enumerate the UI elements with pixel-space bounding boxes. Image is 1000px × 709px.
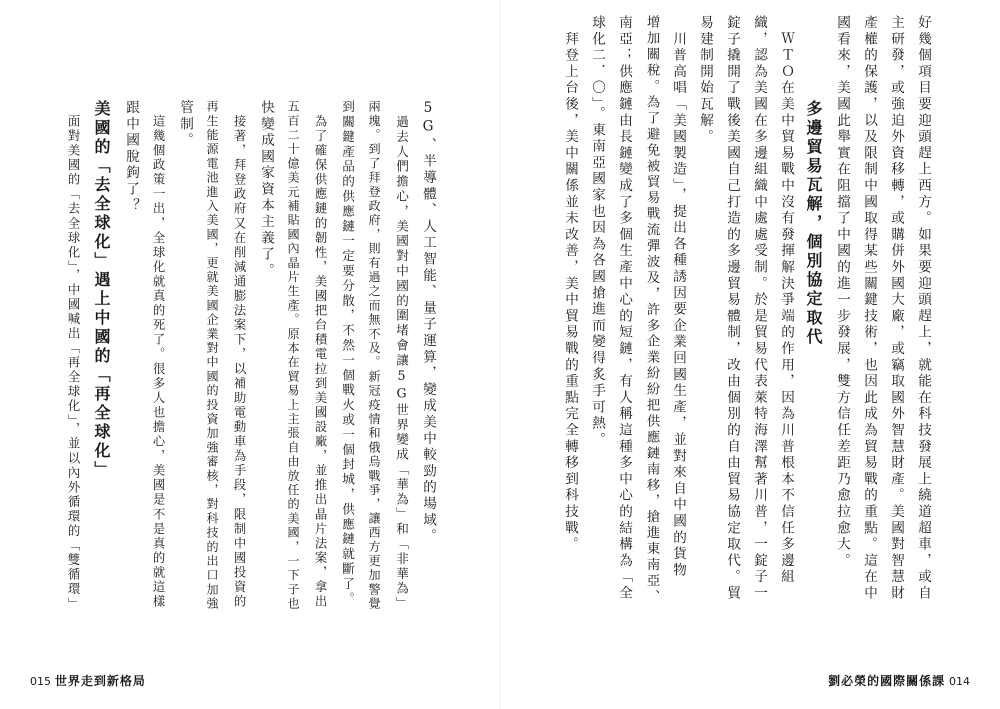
text-column: 球化二．〇」。東南亞國家也因為各國搶進而變得炙手可熱。 <box>589 15 605 449</box>
text-column: 織，認為美國在多邊組織中處處受制。於是貿易代表萊特海澤幫著川普，一錠子一 <box>751 15 767 602</box>
text-column: ＷＴＯ在美中貿易戰中沒有發揮解決爭端的作用，因為川普根本不信任多邊組 <box>778 15 794 586</box>
text-column: 川普高唱「美國製造」，提出各種誘因要企業回國生產，並對來自中國的貨物 <box>670 15 686 579</box>
text-column: 兩塊。到了拜登政府，則有過之而無不及。新冠疫情和俄烏戰爭，讓西方更加警覺 <box>367 100 381 612</box>
book-title: 世界走到新格局 <box>54 674 146 688</box>
book-title: 劉必榮的國際關係課 <box>828 674 946 688</box>
text-column: 好幾個項目要迎頭趕上西方。如果要迎頭趕上，就能在科技發展上繞道超車，或自 <box>915 15 931 602</box>
text-column: 管制。 <box>177 100 193 149</box>
text-column: 面對美國的「去全球化」，中國喊出「再全球化」，並以內外循環的「雙循環」 <box>66 100 80 612</box>
page-footer <box>828 672 970 689</box>
text-column: 錠子撬開了戰後美國自己打造的多邊貿易體制，改由個別的自由貿易協定取代。貿 <box>724 15 740 602</box>
text-column: 產權的保護，以及限制中國取得某些關鍵技術，也因此成為貿易戰的重點。這在中 <box>861 15 877 602</box>
text-column: 五百二十億美元補貼國內晶片生產。原本在貿易上主張自由放任的美國，一下子也 <box>286 100 300 612</box>
section-heading: 多邊貿易瓦解，個別協定取代 <box>804 100 823 347</box>
text-column: 易建制開始瓦解。 <box>697 15 713 146</box>
right-page <box>500 0 1000 709</box>
page-footer <box>30 672 146 689</box>
text-column: 主研發，或強迫外資移轉，或購併外國大廠，或竊取國外智慧財產。美國對智慧財 <box>888 15 904 602</box>
text-column: 跟中國脫鉤了？ <box>123 100 139 215</box>
text-column: 拜登上台後，美中關係並未改善，美中貿易戰的重點完全轉移到科技戰。 <box>562 15 578 553</box>
text-column: 增加關稅。為了避免被貿易戰流彈波及，許多企業紛紛把供應鏈南移，搶進東南亞、 <box>644 15 659 606</box>
text-column: 過去人們擔心，美國對中國的圍堵會讓5G世界變成「華為」和「非華為」 <box>394 100 409 612</box>
page-number: 014 <box>949 675 970 688</box>
text-column: 快變成國家資本主義了。 <box>258 100 274 280</box>
text-column: 為了確保供應鏈的韌性，美國把台積電拉到美國設廠，並推出晶片法案，拿出 <box>313 100 327 610</box>
text-column: 國看來，美國此舉實在阻擋了中國的進一步發展，雙方信任差距乃愈拉愈大。 <box>834 15 850 570</box>
section-heading: 美國的「去全球化」遇上中國的「再全球化」 <box>92 100 111 480</box>
text-column: 這幾個政策一出，全球化就真的死了。很多人也擔心，美國是不是真的就這樣 <box>151 100 165 610</box>
text-column: 接著，拜登政府又在削減通膨法案下，以補助電動車為手段，限制中國投資的 <box>232 100 246 610</box>
text-column: 再生能源電池進入美國，更就美國企業對中國的投資加強審核，對科技的出口加強 <box>205 100 219 612</box>
text-column: 5G、半導體、人工智能、量子運算，變成美中較勁的場域。 <box>420 100 436 545</box>
text-column: 南亞；供應鏈由長鏈變成了多個生產中心的短鏈，有人稱這種多中心的結構為「全 <box>616 15 632 602</box>
page-number: 015 <box>30 675 51 688</box>
text-column: 到關鍵產品的供應鏈一定要分散，不然一個戰火或一個封城，供應鏈就斷了。 <box>340 100 355 607</box>
